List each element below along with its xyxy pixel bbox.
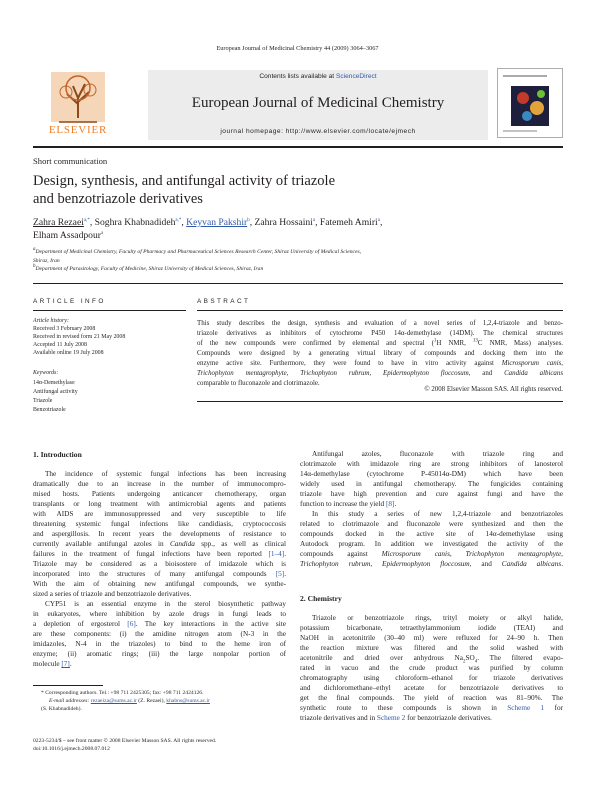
citation-link[interactable]: [1–4]	[268, 550, 285, 558]
body-text: a depletion of ergosterol	[33, 620, 128, 628]
history-item: Received in revised form 21 May 2008	[33, 334, 126, 340]
affiliation-a-line-2: Shiraz, Iran	[33, 258, 60, 264]
scheme-link[interactable]: Scheme 2	[376, 714, 406, 722]
body-text: currently available antifungal azoles in	[33, 540, 170, 548]
body-italic: Microsporum canis, Trichophyton mentagrophyte,	[381, 550, 563, 558]
abstract-line: Compounds were designed by a generating virtual library of compounds and docking them into the	[197, 350, 563, 357]
abstract-rule	[197, 310, 563, 311]
journal-homepage	[148, 128, 488, 135]
contents-line	[148, 73, 488, 80]
body-text: synthetic route to these compounds is shown in	[300, 704, 508, 712]
footnote-text: Corresponding authors. Tel.: +98 711 2425305; fax: +98 711 2424126.	[43, 690, 204, 696]
abstract-line: This study describes the design, synthesis and evaluation of a novel series of 1,2,4-triazole and benzo-	[197, 320, 563, 327]
author-sep: ,	[89, 217, 95, 228]
body-text: for	[544, 704, 563, 712]
section-heading-introduction: 1. Introduction	[33, 450, 82, 459]
title-rule	[33, 283, 563, 284]
body-line	[300, 654, 563, 665]
body-text: .	[394, 500, 397, 508]
article-title-line-1: Design, synthesis, and antifungal activity of triazole	[33, 173, 336, 189]
body-line: the reaction mixture was filtered and the solid washed with	[300, 644, 563, 652]
body-line: enzyme; (ii) aromatic rings; (iii) the large nonpolar portion of	[33, 650, 286, 658]
affiliation-a	[33, 249, 361, 255]
abstract-sup: 13	[472, 338, 478, 344]
author-name[interactable]: Soghra Khabnadideh	[94, 217, 176, 228]
body-line: and aspergillosis. In recent years the developments of resistance to	[33, 530, 286, 538]
body-line: Triazole may be considered as a bioisostere of imidazole which is	[33, 560, 286, 568]
body-text: for benzotriazole derivatives.	[405, 714, 492, 722]
citation-link[interactable]: [8]	[385, 500, 395, 508]
history-item: Available online 19 July 2008	[33, 350, 104, 356]
author-affil-mark[interactable]: a,*	[83, 217, 90, 223]
body-text: . The key interactions in the active site	[135, 620, 286, 628]
abstract-italic: Candida albicans	[504, 370, 563, 377]
scheme-link[interactable]: Scheme 1	[507, 704, 545, 712]
body-line	[33, 550, 286, 558]
body-italic: Candida albicans	[501, 560, 562, 568]
body-line: compounds docked in the active site of 14α-demethylase using	[300, 530, 563, 538]
keyword-item: 14α-Demethylase	[33, 380, 75, 386]
body-line	[33, 540, 286, 548]
body-sub: 4	[474, 659, 478, 665]
body-text: spp., as well as clinical	[194, 540, 286, 548]
body-line	[33, 620, 286, 628]
keyword-item: Triazole	[33, 398, 53, 404]
email-label: E-mail addresses:	[49, 698, 90, 704]
body-line: dramatically due to an increase in the number of immunocompro-	[33, 480, 286, 488]
abstract-heading: ABSTRACT	[197, 298, 251, 305]
body-line: and dichloromethane–ethyl acetate for benzotriazole derivatives to	[300, 684, 563, 692]
body-line: In this study a series of new 1,2,4-triazole and benzotriazoles	[312, 510, 563, 518]
body-text: acetonitrile and dried over anhydrous Na	[300, 654, 463, 662]
email-note-line-2: (S. Khabnadideh).	[41, 706, 82, 712]
body-line	[33, 570, 286, 578]
body-line: with AIDS are immunosuppressed and very susceptible to life	[33, 510, 286, 518]
author-affil-mark[interactable]: a,*	[175, 217, 182, 223]
body-line	[300, 550, 563, 558]
affil-label: b	[33, 264, 36, 270]
affil-text: Department of Medicinal Chemistry, Faculty of Pharmacy and Pharmaceutical Sciences Research Center, Shiraz University of Medical Sciences,	[35, 249, 362, 255]
body-line: NaOH in acetonitrile (30–40 ml) were refluxed for 24–90 h. Then	[300, 634, 563, 642]
body-sub: 2	[463, 659, 466, 665]
history-item: Received 3 February 2008	[33, 326, 96, 332]
author-affil-mark[interactable]: a	[377, 217, 380, 223]
author-name[interactable]: Elham Assadpour	[33, 230, 101, 241]
section-heading-chemistry: 2. Chemistry	[300, 594, 342, 603]
author-sep: ,	[249, 217, 255, 228]
author-affil-mark[interactable]: a	[312, 217, 316, 223]
abstract-italic: Microsporum canis,	[501, 360, 564, 367]
history-item: Accepted 11 July 2008	[33, 342, 87, 348]
body-line	[300, 560, 563, 568]
body-line: get the final compounds. The yield of reaction was 81–90%. The	[300, 694, 563, 702]
citation-link[interactable]: [5]	[275, 570, 285, 578]
body-text: SO	[465, 654, 475, 662]
body-text: .	[284, 570, 286, 578]
body-line: triazole have high prevention and cure against fungi and have the	[300, 490, 563, 498]
abstract-line	[197, 360, 563, 367]
abstract-sup: 1	[433, 338, 437, 344]
email-note	[33, 698, 210, 704]
homepage-prefix: journal homepage:	[220, 128, 286, 135]
body-line	[33, 660, 286, 668]
body-text: compounds against	[300, 550, 382, 558]
body-text: triazole derivatives and in	[300, 714, 377, 722]
body-line: potassium bicarbonate, tetraethylammonium iodide (TEAI) and	[300, 624, 563, 632]
author-name[interactable]: Fatemeh Amiri	[319, 217, 378, 228]
body-text: . The filtered evapo-	[477, 654, 563, 662]
author-sep: ,	[181, 217, 187, 228]
body-line: clotrimazole with imidazole ring are strong inhibitors of lanosterol	[300, 460, 563, 468]
abstract-text: C NMR, Mass) analyses.	[477, 340, 563, 347]
body-line: mised hosts. Patients undergoing anticancer chemotherapy, organ	[33, 490, 286, 498]
issn-line: 0223-5234/$ – see front matter © 2008 Elsevier Masson SAS. All rights reserved.	[33, 738, 217, 744]
abstract-text: of the new compounds were confirmed by elemental and spectral (	[197, 340, 434, 347]
email-link[interactable]: khabns@sums.ac.ir	[166, 698, 210, 704]
body-line: widely used in antifungal chemotherapy. The fungicides containing	[300, 480, 563, 488]
abstract-line: triazole derivatives as inhibitors of cytochrome P450 14α-demethylase (14DM). The chemical structures	[197, 330, 563, 337]
article-info-heading: ARTICLE INFO	[33, 298, 106, 305]
history-label: Article history:	[33, 318, 69, 324]
body-line	[300, 500, 563, 508]
body-line: Triazole or benzotriazole rings, trityl moiety or alkyl halide,	[312, 614, 563, 622]
contents-prefix: Contents lists available at	[259, 73, 336, 80]
body-line: threatening systemic fungal infections like candidiasis, cryptococcosis	[33, 520, 286, 528]
journal-reference: European Journal of Medicinal Chemistry 44 (2009) 3064–3067	[216, 45, 379, 52]
author-name[interactable]: Zahra Hossaini	[254, 217, 313, 228]
body-italic: Candida	[169, 540, 195, 548]
abstract-bottom-rule	[197, 401, 563, 402]
abstract-text: enzyme active site. Furthermore, they were found to have in vitro activity against	[197, 360, 502, 367]
body-line	[300, 714, 563, 722]
body-line: transplants or long treatment with antimicrobial agents and patients	[33, 500, 286, 508]
footnote-text: (Z. Rezaei),	[136, 698, 167, 704]
body-line: CYP51 is an essential enzyme in the sterol biosynthetic pathway	[45, 600, 286, 608]
body-line	[300, 704, 563, 712]
corresponding-author-note	[33, 690, 203, 696]
abstract-italic: Trichophyton mentagrophyte, Trichophyton rubrum, Epidermophyton floccosum,	[197, 370, 471, 377]
body-line: are these components: (i) the amidine nitrogen atom (N-3 in the	[33, 630, 286, 638]
abstract-line: comparable to fluconazole and clotrimazole.	[197, 380, 320, 387]
keywords-label: Keywords:	[33, 370, 59, 376]
body-text: molecule	[33, 660, 62, 668]
footnote-rule	[33, 685, 103, 686]
author-affil-mark[interactable]: a	[100, 230, 104, 236]
affil-label: a	[33, 247, 36, 253]
body-line: related to clotrimazole and fluconazole were synthesized and then the	[300, 520, 563, 528]
email-link[interactable]: rezaeiza@sums.ac.ir	[90, 698, 137, 704]
body-line: chromatography using chloroform–ethanol for triazole derivatives	[300, 674, 563, 682]
body-text: .	[561, 560, 563, 568]
abstract-copyright: © 2008 Elsevier Masson SAS. All rights reserved.	[424, 386, 563, 393]
doi-line: doi:10.1016/j.ejmech.2008.07.012	[33, 746, 110, 752]
publisher-wordmark: ELSEVIER	[48, 124, 108, 136]
body-italic: Trichophyton rubrum, Epidermophyton floccosum,	[300, 560, 472, 568]
body-line: Antifungal azoles, fluconazole with triazole ring and	[312, 450, 563, 458]
body-text: .	[69, 660, 72, 668]
body-line: The incidence of systemic fungal infections has been increasing	[45, 470, 286, 478]
affil-text: Department of Parasitology, Faculty of Medicine, Shiraz University of Medical Sciences, Shiraz, Iran	[35, 266, 264, 272]
article-type: Short communication	[33, 156, 108, 166]
body-text: and	[471, 560, 502, 568]
body-text: failures in the treatment of fungal infections have been reported	[33, 550, 269, 558]
author-sep: ,	[315, 217, 320, 228]
author-sep: ,	[379, 217, 383, 228]
affiliation-b	[33, 266, 263, 272]
body-text: function to increase the yield	[300, 500, 386, 508]
abstract-line	[197, 340, 563, 347]
citation-link[interactable]: [7]	[61, 660, 70, 668]
body-line: Autodock program. In addition we investigated the activity of the	[300, 540, 563, 548]
footnote-mark: *	[41, 690, 44, 696]
sciencedirect-link[interactable]: ScienceDirect	[335, 73, 377, 80]
journal-title: European Journal of Medicinal Chemistry	[191, 95, 445, 111]
body-text: incorporated into the structures of many antifungal compounds	[33, 570, 276, 578]
author-list	[33, 217, 382, 228]
body-line: 14α-demethylase (cytochrome P-45014α-DM) which have been	[300, 470, 563, 478]
article-title-line-2: and benzotriazole derivatives	[33, 191, 203, 207]
keyword-item: Antifungal activity	[33, 389, 78, 395]
citation-link[interactable]: [6]	[127, 620, 136, 628]
header-rule	[33, 146, 563, 148]
body-line: rated in vacuo and the crude product was purified by column	[300, 664, 563, 672]
body-line: sized a series of triazole and benzotriazole derivatives.	[33, 590, 192, 598]
homepage-url-link[interactable]: http://www.elsevier.com/locate/ejmech	[285, 128, 416, 135]
body-line: in eukaryotes, where inhibition by azole drugs in fungi leads to	[33, 610, 286, 618]
keyword-item: Benzotriazole	[33, 407, 66, 413]
body-line: With the aim of obtaining new antifungal compounds, we synthe-	[33, 580, 286, 588]
body-text: .	[284, 550, 286, 558]
abstract-text: H NMR,	[436, 340, 473, 347]
author-affil-mark[interactable]: b	[247, 217, 250, 223]
abstract-line	[197, 370, 563, 377]
author-list-line-2	[33, 230, 103, 241]
article-info-rule	[33, 310, 186, 311]
abstract-text: and	[470, 370, 505, 377]
journal-cover-thumbnail	[497, 68, 563, 138]
body-line: imidazoles, N-4 in the triazoles) to bind to the heme iron of	[33, 640, 286, 648]
author-name[interactable]: Zahra Rezaei	[33, 217, 84, 228]
author-name[interactable]: Keyvan Pakshir	[186, 217, 248, 228]
